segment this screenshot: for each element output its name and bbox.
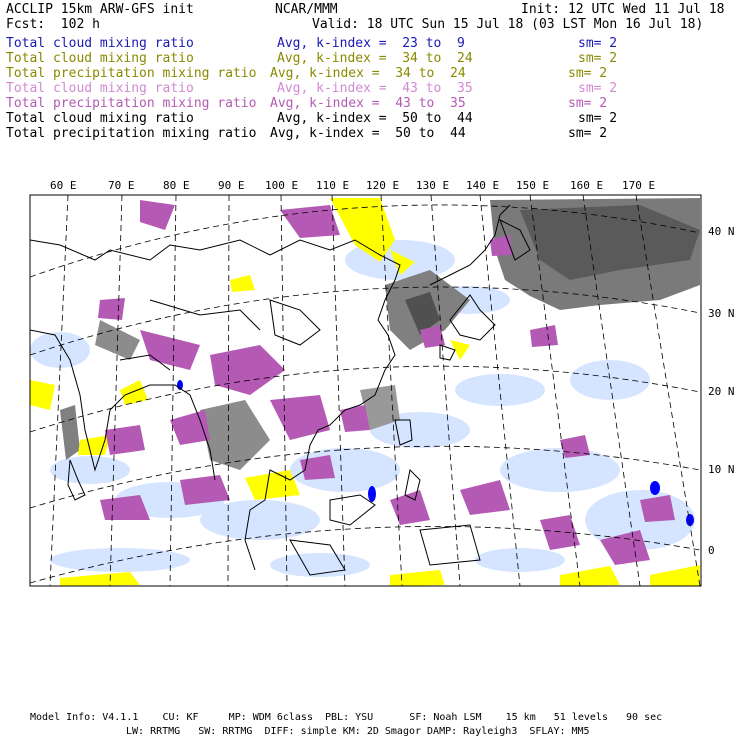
lat-label: 40 N bbox=[708, 225, 735, 238]
lon-label: 150 E bbox=[516, 179, 550, 192]
lon-label: 80 E bbox=[163, 179, 190, 192]
field-1-name: Total cloud mixing ratio bbox=[6, 51, 194, 66]
init-time: Init: 12 UTC Wed 11 Jul 18 bbox=[521, 2, 725, 17]
lon-label: 140 E bbox=[466, 179, 500, 192]
field-2-name: Total precipitation mixing ratio bbox=[6, 66, 257, 81]
organization-label: NCAR/MMM bbox=[275, 2, 338, 17]
lon-label: 60 E bbox=[50, 179, 77, 192]
lon-label: 100 E bbox=[265, 179, 299, 192]
field-3-sm: sm= 2 bbox=[578, 81, 618, 96]
forecast-hour: Fcst: 102 h bbox=[6, 17, 100, 32]
field-2-sm: sm= 2 bbox=[568, 66, 608, 81]
lon-label: 160 E bbox=[570, 179, 604, 192]
lat-label: 30 N bbox=[708, 307, 735, 320]
field-5-avg: Avg, k-index = 50 to 44 bbox=[277, 111, 473, 126]
lon-label: 70 E bbox=[108, 179, 135, 192]
lon-label: 90 E bbox=[218, 179, 245, 192]
field-0-name: Total cloud mixing ratio bbox=[6, 36, 194, 51]
valid-time: Valid: 18 UTC Sun 15 Jul 18 (03 LST Mon 16 Jul 18) bbox=[312, 17, 704, 32]
field-0-sm: sm= 2 bbox=[578, 36, 618, 51]
lat-label: 0 bbox=[708, 544, 715, 557]
field-3-avg: Avg, k-index = 43 to 35 bbox=[277, 81, 473, 96]
field-4-avg: Avg, k-index = 43 to 35 bbox=[270, 96, 466, 111]
plot-title: ACCLIP 15km ARW-GFS init bbox=[6, 2, 194, 17]
lon-label: 110 E bbox=[316, 179, 350, 192]
field-5-sm: sm= 2 bbox=[578, 111, 618, 126]
field-4-sm: sm= 2 bbox=[568, 96, 608, 111]
lon-label: 170 E bbox=[622, 179, 656, 192]
lon-label: 120 E bbox=[366, 179, 400, 192]
field-6-sm: sm= 2 bbox=[568, 126, 608, 141]
lat-label: 10 N bbox=[708, 463, 735, 476]
field-0-avg: Avg, k-index = 23 to 9 bbox=[277, 36, 465, 51]
field-6-name: Total precipitation mixing ratio bbox=[6, 126, 257, 141]
field-1-avg: Avg, k-index = 34 to 24 bbox=[277, 51, 473, 66]
field-1-sm: sm= 2 bbox=[578, 51, 618, 66]
field-2-avg: Avg, k-index = 34 to 24 bbox=[270, 66, 466, 81]
model-info-line1: Model Info: V4.1.1 CU: KF MP: WDM 6class PBL: YSU SF: Noah LSM 15 km 51 levels 90 sec bbox=[30, 712, 663, 723]
field-4-name: Total precipitation mixing ratio bbox=[6, 96, 257, 111]
model-info-line2: LW: RRTMG SW: RRTMG DIFF: simple KM: 2D Smagor DAMP: Rayleigh3 SFLAY: MM5 bbox=[126, 726, 590, 737]
field-5-name: Total cloud mixing ratio bbox=[6, 111, 194, 126]
field-3-name: Total cloud mixing ratio bbox=[6, 81, 194, 96]
lat-label: 20 N bbox=[708, 385, 735, 398]
lon-label: 130 E bbox=[416, 179, 450, 192]
field-6-avg: Avg, k-index = 50 to 44 bbox=[270, 126, 466, 141]
